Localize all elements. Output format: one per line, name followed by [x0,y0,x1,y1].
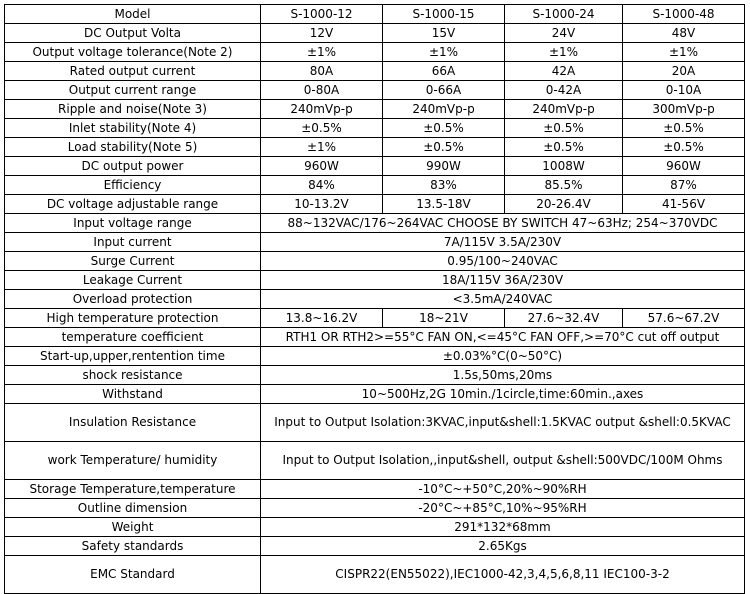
table-header-row [5,5,745,24]
table-row-weight [5,518,745,537]
table-row-outline-dimension [5,499,745,518]
table-row-rated-current [5,62,745,81]
cell-value: 960W [623,157,745,176]
cell-value: Input to Output Isolation:3KVAC,input&shell:1.5KVAC output &shell:0.5KVAC [261,404,745,442]
cell-value: 7A/115V 3.5A/230V [261,233,745,252]
cell-value: 0-80A [261,81,383,100]
cell-value: Input to Output Isolation,,input&shell, output &shell:500VDC/100M Ohms [261,442,745,480]
cell-value: 10~500Hz,2G 10min./1circle,time:60min.,axes [261,385,745,404]
row-label: Inlet stability(Note 4) [5,119,261,138]
row-label: Load stability(Note 5) [5,138,261,157]
table-row-emc-standard [5,556,745,594]
table-row-work-temperature [5,442,745,480]
cell-value: 83% [383,176,505,195]
cell-value: 240mVp-p [505,100,623,119]
row-label: Outline dimension [5,499,261,518]
cell-value: ±1% [261,43,383,62]
cell-value: 0-66A [383,81,505,100]
table-row-startup-time [5,347,745,366]
cell-value: ±0.5% [623,119,745,138]
cell-value: 13.5-18V [383,195,505,214]
row-label: Output current range [5,81,261,100]
row-label: DC Output Volta [5,24,261,43]
table-row-shock-resistance [5,366,745,385]
row-label: Leakage Current [5,271,261,290]
cell-value: 240mVp-p [261,100,383,119]
table-row-overload-protection [5,290,745,309]
cell-value: 80A [261,62,383,81]
table-row-safety-standards [5,537,745,556]
cell-value: ±1% [505,43,623,62]
cell-value: CISPR22(EN55022),IEC1000-42,3,4,5,6,8,11 IEC100-3-2 [261,556,745,594]
table-row-current-range [5,81,745,100]
cell-value: -20°C~+85°C,10%~95%RH [261,499,745,518]
row-label: Output voltage tolerance(Note 2) [5,43,261,62]
cell-value: 1.5s,50ms,20ms [261,366,745,385]
table-row-ripple-noise [5,100,745,119]
table-row-high-temp-protection [5,309,745,328]
cell-value: -10°C~+50°C,20%~90%RH [261,480,745,499]
table-row-temp-coefficient [5,328,745,347]
cell-value: 10-13.2V [261,195,383,214]
table-row-leakage-current [5,271,745,290]
cell-value: ±1% [383,43,505,62]
cell-value: 13.8~16.2V [261,309,383,328]
row-label: DC voltage adjustable range [5,195,261,214]
cell-value: 42A [505,62,623,81]
cell-value: 1008W [505,157,623,176]
model-header: S-1000-24 [505,5,623,24]
table-row-input-voltage-range [5,214,745,233]
row-label: temperature coefficient [5,328,261,347]
row-label: shock resistance [5,366,261,385]
cell-value: 41-56V [623,195,745,214]
cell-value: ±1% [623,43,745,62]
row-label: Storage Temperature,temperature [5,480,261,499]
table-row-efficiency [5,176,745,195]
cell-value: 84% [261,176,383,195]
cell-value: 0-10A [623,81,745,100]
cell-value: <3.5mA/240VAC [261,290,745,309]
cell-value: 18A/115V 36A/230V [261,271,745,290]
cell-value: 960W [261,157,383,176]
cell-value: 48V [623,24,745,43]
table-row-surge-current [5,252,745,271]
table-row-input-current [5,233,745,252]
cell-value: RTH1 OR RTH2>=55°C FAN ON,<=45°C FAN OFF,>=70°C cut off output [261,328,745,347]
table-row-storage-temperature [5,480,745,499]
cell-value: 291*132*68mm [261,518,745,537]
model-header: S-1000-12 [261,5,383,24]
cell-value: ±0.5% [505,119,623,138]
row-label: Input voltage range [5,214,261,233]
table-row-voltage-tolerance [5,43,745,62]
cell-value: 27.6~32.4V [505,309,623,328]
model-header: S-1000-15 [383,5,505,24]
cell-value: 0.95/100~240VAC [261,252,745,271]
table-row-withstand [5,385,745,404]
cell-value: 15V [383,24,505,43]
cell-value: ±1% [261,138,383,157]
row-label: Efficiency [5,176,261,195]
cell-value: 300mVp-p [623,100,745,119]
table-row-insulation-resistance [5,404,745,442]
header-label: Model [5,5,261,24]
row-label: Insulation Resistance [5,404,261,442]
row-label: work Temperature/ humidity [5,442,261,480]
row-label: Start-up,upper,rentention time [5,347,261,366]
cell-value: ±0.03%°C(0~50°C) [261,347,745,366]
cell-value: ±0.5% [261,119,383,138]
row-label: Safety standards [5,537,261,556]
cell-value: 240mVp-p [383,100,505,119]
model-header: S-1000-48 [623,5,745,24]
row-label: Input current [5,233,261,252]
cell-value: 24V [505,24,623,43]
cell-value: 18~21V [383,309,505,328]
table-row-dc-output-voltage [5,24,745,43]
row-label: Rated output current [5,62,261,81]
cell-value: 66A [383,62,505,81]
cell-value: ±0.5% [505,138,623,157]
row-label: DC output power [5,157,261,176]
table-row-load-stability [5,138,745,157]
spec-table [4,4,745,594]
row-label: Weight [5,518,261,537]
cell-value: 85.5% [505,176,623,195]
row-label: High temperature protection [5,309,261,328]
row-label: Ripple and noise(Note 3) [5,100,261,119]
cell-value: ±0.5% [383,119,505,138]
row-label: Surge Current [5,252,261,271]
table-row-dc-power [5,157,745,176]
row-label: Overload protection [5,290,261,309]
cell-value: 57.6~67.2V [623,309,745,328]
cell-value: 88~132VAC/176~264VAC CHOOSE BY SWITCH 47~63Hz; 254~370VDC [261,214,745,233]
table-row-inlet-stability [5,119,745,138]
cell-value: 990W [383,157,505,176]
row-label: EMC Standard [5,556,261,594]
cell-value: 2.65Kgs [261,537,745,556]
cell-value: 12V [261,24,383,43]
cell-value: ±0.5% [623,138,745,157]
row-label: Withstand [5,385,261,404]
cell-value: 0-42A [505,81,623,100]
table-row-adjustable-range [5,195,745,214]
cell-value: 20-26.4V [505,195,623,214]
cell-value: 87% [623,176,745,195]
cell-value: ±0.5% [383,138,505,157]
cell-value: 20A [623,62,745,81]
